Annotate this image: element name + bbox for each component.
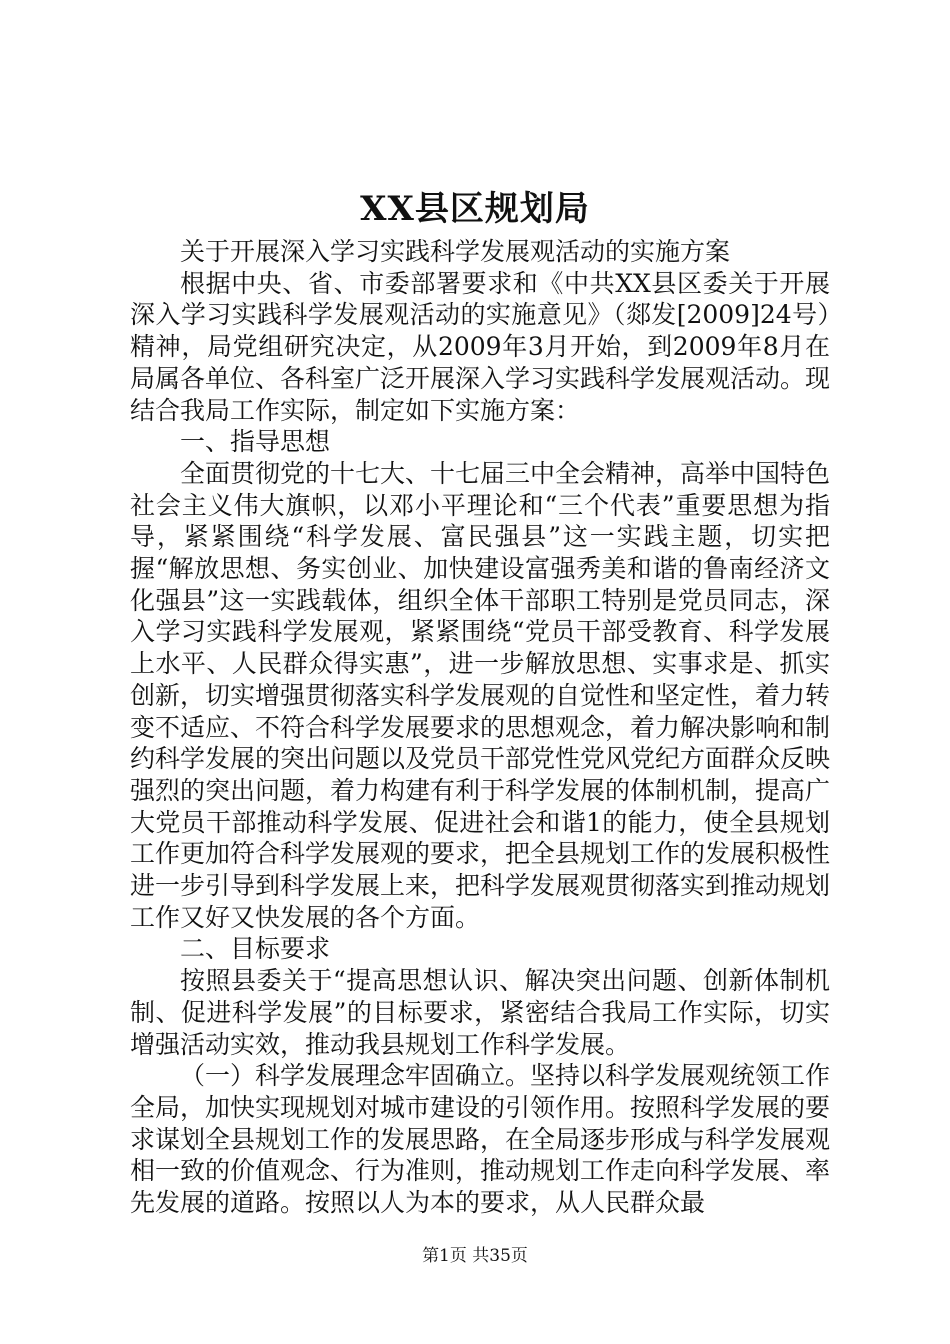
goals-paragraph: 按照县委关于“提高思想认识、解决突出问题、创新体制机制、促进科学发展”的目标要求，紧密结合我局工作实际，切实增强活动实效，推动我县规划工作科学发展。 (130, 966, 830, 1059)
subtitle-paragraph: 关于开展深入学习实践科学发展观活动的实施方案 (180, 237, 731, 266)
page-footer: 第1页 共35页 (422, 1246, 528, 1266)
goal-item-1-paragraph: （一）科学发展理念牢固确立。坚持以科学发展观统领工作全局，加快实现规划对城市建设的引领作用。按照科学发展的要求谋划全县规划工作的发展思路，在全局逐步形成与科学发展观相一致的价值观念、行为准则，推动规划工作走向科学发展、率先发展的道路。按照以人为本的要求，从人民群众最 (130, 1061, 831, 1218)
document-title: XX县区规划局 (360, 189, 590, 229)
document-body (130, 236, 830, 1219)
intro-paragraph: 根据中央、省、市委部署要求和《中共XX县区委关于开展深入学习实践科学发展观活动的实施意见》（郯发[2009]24号）精神，局党组研究决定，从2009年3月开始，到2009年8月在局属各单位、各科室广泛开展深入学习实践科学发展观活动。现结合我局工作实际，制定如下实施方案： (130, 268, 831, 425)
section-heading-goals: 二、目标要求 (180, 934, 331, 964)
guiding-thought-paragraph: 全面贯彻党的十七大、十七届三中全会精神，高举中国特色社会主义伟大旗帜，以邓小平理论和“三个代表”重要思想为指导，紧紧围绕“科学发展、富民强县”这一实践主题，切实把握“解放思想、务实创业、加快建设富强秀美和谐的鲁南经济文化强县”这一实践载体，组织全体干部职工特别是党员同志，深入学习实践科学发展观，紧紧围绕“党员干部受教育、科学发展上水平、人民群众得实惠”，进一步解放思想、实事求是、抓实创新，切实增强贯彻落实科学发展观的自觉性和坚定性，着力转变不适应、不符合科学发展要求的思想观念，着力解决影响和制约科学发展的突出问题以及党员干部党性党风党纪方面群众反映强烈的突出问题，着力构建有利于科学发展的体制机制，提高广大党员干部推动科学发展、促进社会和谐1的能力，使全县规划工作更加符合科学发展观的要求，把全县规划工作的发展积极性进一步引导到科学发展上来，把科学发展观贯彻落实到推动规划工作又好又快发展的各个方面。 (130, 458, 831, 932)
section-heading-guiding-thought: 一、指导思想 (180, 427, 331, 457)
